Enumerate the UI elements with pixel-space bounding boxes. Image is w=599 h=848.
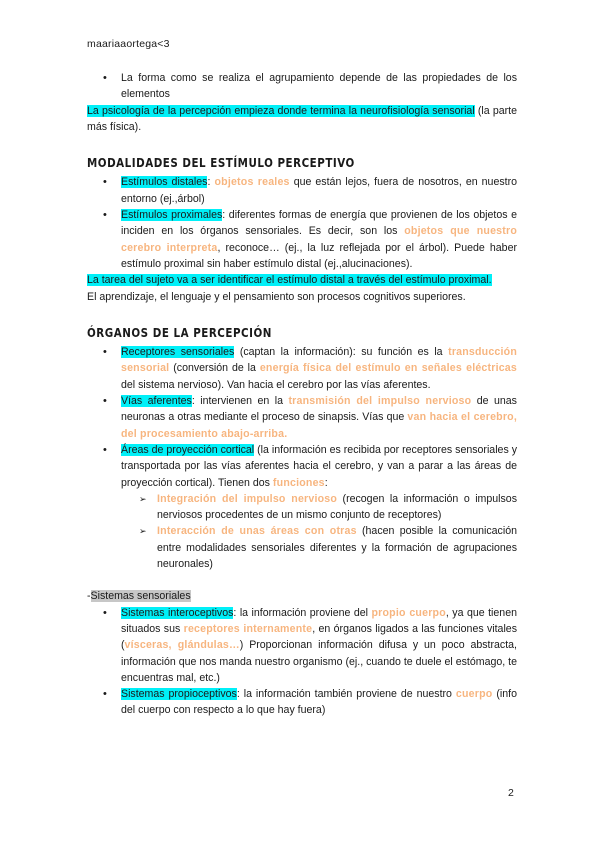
text-fragment: (info del cuerpo con respecto a lo que hay fuera) (121, 688, 517, 717)
emphasis-transmision: transmisión del impulso nervioso (288, 395, 472, 408)
bullet-propioceptivos (87, 686, 517, 719)
psychology-rest: (la parte más física). (87, 104, 517, 133)
emphasis-objetos-reales: objetos reales (214, 176, 290, 189)
emphasis-interaccion: Interacción de unas áreas con otras (157, 525, 357, 538)
bullet-areas-proyeccion (87, 442, 517, 491)
emphasis-receptores-internamente: receptores internamente (183, 622, 313, 635)
header-note: maariaaortega<3 (87, 38, 170, 50)
term-estimulos-distales: Estímulos distales (121, 176, 208, 189)
sub-bullet-interaccion (87, 523, 517, 572)
text-fragment: , ya que tienen situados sus (121, 606, 517, 635)
text-fragment: : intervienen en la (191, 395, 289, 408)
intro-bullet: • La forma como se realiza el agrupamiento depende de las propiedades de los elementos (87, 70, 517, 103)
task-line (87, 272, 517, 288)
psychology-highlight: La psicología de la percepción empieza donde termina la neurofisiología sensorial (87, 104, 475, 117)
emphasis-visceras: vísceras, glándulas… (124, 639, 240, 652)
text-fragment: , en órganos ligados a las funciones vitales ( (121, 622, 517, 652)
text-fragment: , reconoce… (ej., la luz reflejada por el árbol). Puede haber estímulo proximal sin haber estímulo distal (ej.,alucinaciones). (121, 241, 517, 270)
bullet-estimulos-proximales (87, 207, 517, 272)
learning-line: El aprendizaje, el lenguaje y el pensamiento son procesos cognitivos superiores. (87, 290, 466, 303)
page-content (87, 68, 517, 719)
emphasis-funciones: funciones (272, 476, 325, 489)
text-fragment: (la información es recibida por receptores sensoriales y transportada por las vías aferentes hacia el cerebro, y van a parar a las áreas de proyección cortical). Tienen dos (121, 443, 518, 489)
emphasis-energia-fisica: energía física del estímulo en señales eléctricas (259, 362, 517, 375)
term-estimulos-proximales: Estímulos proximales (121, 209, 223, 222)
text-fragment: (hacen posible la comunicación entre modalidades sensoriales diferentes y la formación de agrupaciones neuronales) (157, 525, 517, 571)
text-fragment: del sistema nervioso). Van hacia el cerebro por las vías aferentes. (121, 378, 431, 391)
text-fragment: (recogen la información o impulsos nerviosos procedentes de un mismo conjunto de receptores) (157, 492, 517, 522)
term-receptores: Receptores sensoriales (121, 346, 235, 359)
heading-modalidades: MODALIDADES DEL ESTÍMULO PERCEPTIVO (87, 156, 355, 171)
task-highlight: La tarea del sujeto va a ser identificar el estímulo distal a través del estímulo proximal. (87, 274, 492, 287)
emphasis-transduccion: transducción sensorial (121, 346, 518, 375)
emphasis-hacia-cerebro: van hacia el cerebro, del procesamiento abajo-arriba. (121, 411, 517, 440)
bullet-interoceptivos (87, 605, 517, 686)
term-interoceptivos: Sistemas interoceptivos (121, 606, 234, 619)
emphasis-cuerpo: cuerpo (455, 688, 493, 701)
text-fragment: : la información proviene del (233, 606, 372, 619)
emphasis-propio-cuerpo: propio cuerpo (371, 606, 446, 619)
text-fragment: : la información también proviene de nuestro (236, 688, 456, 701)
text-fragment: : (207, 176, 215, 189)
heading-sistemas-sensoriales: Sistemas sensoriales (90, 590, 191, 603)
term-propioceptivos: Sistemas propioceptivos (121, 688, 237, 701)
text-fragment: (conversión de la (169, 362, 260, 375)
heading-organos: ÓRGANOS DE LA PERCEPCIÓN (87, 325, 272, 340)
bullet-estimulos-distales (87, 174, 517, 207)
term-vias-aferentes: Vías aferentes (121, 395, 192, 408)
emphasis-integracion: Integración del impulso nervioso (157, 492, 338, 505)
text-fragment: : (324, 476, 328, 489)
text-fragment: (captan la información): su función es la (234, 346, 449, 359)
term-areas-proyeccion: Áreas de proyección cortical (121, 443, 255, 456)
sub-bullet-integracion (87, 491, 517, 524)
page-number: 2 (508, 787, 514, 799)
heading-dash: - (87, 590, 91, 603)
text-fragment: de unas neuronas a otras mediante el proceso de sinapsis. Vías que (121, 395, 517, 424)
emphasis-objetos-interpreta: objetos que nuestro cerebro interpreta (121, 225, 517, 254)
bullet-receptores (87, 344, 517, 393)
text-fragment: ) Proporcionan información difusa y un poco abstracta, información que nos manda nuestro organismo (ej., cuando te duele el estómago, te encuentras mal, etc.) (121, 639, 517, 684)
bullet-vias-aferentes (87, 393, 517, 442)
psychology-line (87, 103, 517, 136)
text-fragment: : diferentes formas de energía que provienen de los objetos e inciden en los órganos sensoriales. Es decir, son los (121, 209, 518, 238)
sistemas-heading-line (87, 588, 517, 604)
text-fragment: que están lejos, fuera de nosotros, en nuestro entorno (ej.,árbol) (121, 176, 517, 205)
